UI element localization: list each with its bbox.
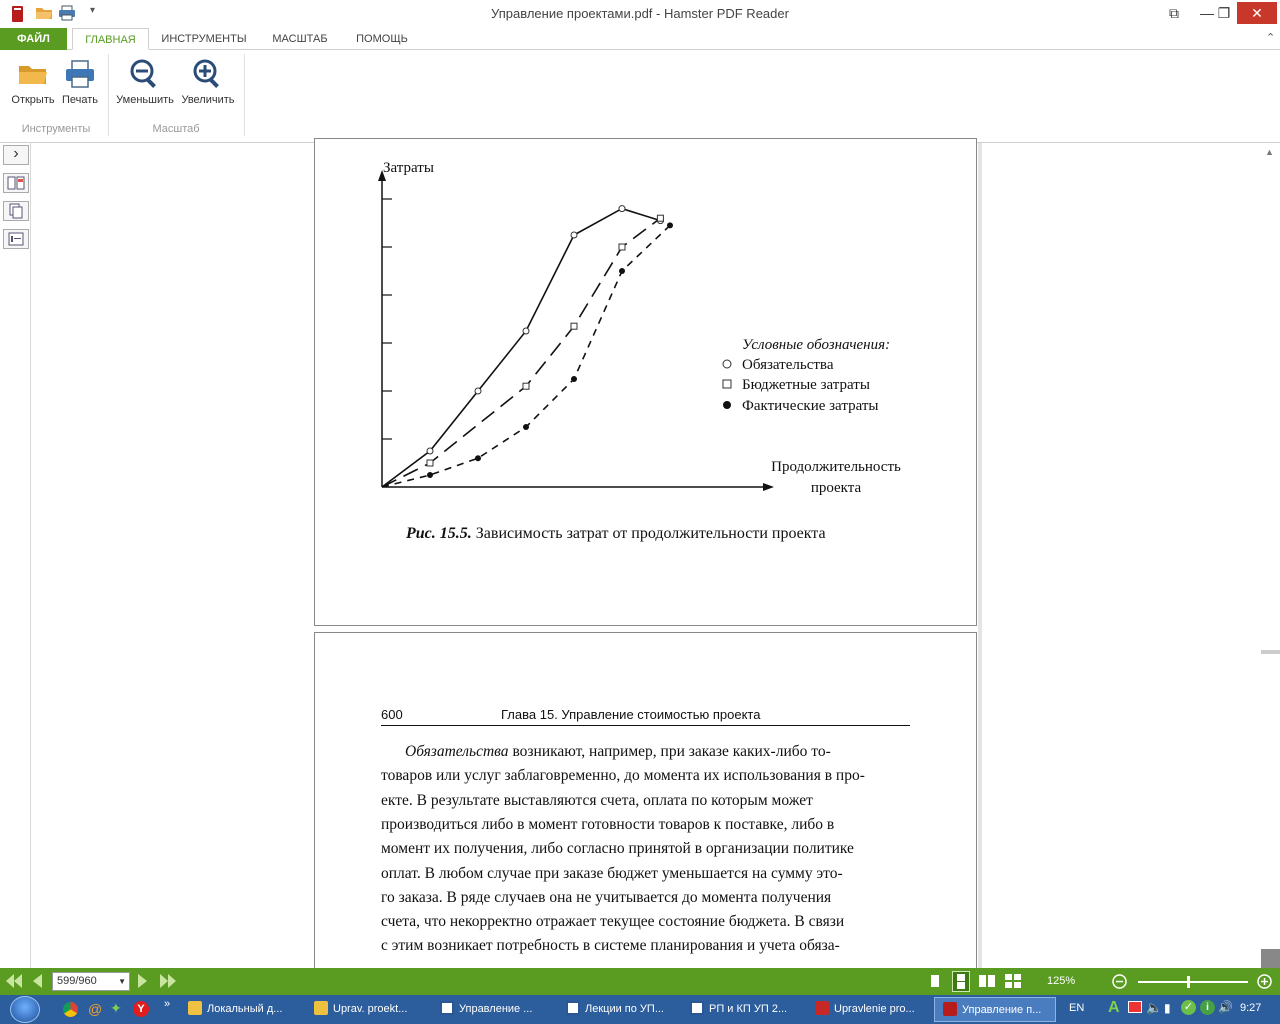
series-lines bbox=[382, 209, 670, 487]
data-point-open-square bbox=[523, 383, 529, 389]
zoom-level: 125% bbox=[1047, 975, 1076, 987]
data-point-open-square bbox=[427, 460, 433, 466]
taskbar-item-word-3[interactable] bbox=[690, 997, 808, 1022]
data-point-open-circle bbox=[475, 388, 481, 394]
zoom-plus-icon[interactable] bbox=[1257, 974, 1272, 992]
open-button[interactable] bbox=[6, 58, 60, 106]
word-icon bbox=[690, 1001, 704, 1015]
bookmarks-icon[interactable] bbox=[3, 229, 29, 249]
tray-check-icon[interactable]: ✓ bbox=[1181, 1000, 1196, 1015]
page-number-value: 599/960 bbox=[57, 975, 97, 987]
taskbar-overflow[interactable]: » bbox=[164, 998, 171, 1010]
maximize-button[interactable]: ❐ bbox=[1217, 5, 1231, 21]
utorrent-icon[interactable]: ✦ bbox=[110, 1000, 122, 1016]
zoom-in-label: Увеличить bbox=[181, 94, 235, 106]
data-point-open-circle bbox=[427, 448, 433, 454]
word-icon bbox=[566, 1001, 580, 1015]
tray-network-icon[interactable]: ▮ bbox=[1164, 1001, 1171, 1015]
data-point-filled-circle bbox=[619, 268, 625, 274]
series-line-1 bbox=[382, 218, 660, 487]
two-page-continuous-icon[interactable] bbox=[1004, 973, 1022, 992]
legend-marker-filled-circle bbox=[723, 401, 731, 409]
tab-home[interactable]: ГЛАВНАЯ bbox=[72, 28, 149, 50]
title-bar bbox=[0, 0, 1280, 28]
minimize-button[interactable]: — bbox=[1200, 5, 1214, 21]
pages-icon[interactable] bbox=[3, 201, 29, 221]
data-point-filled-circle bbox=[571, 376, 577, 382]
two-page-view-icon[interactable] bbox=[978, 974, 996, 991]
zoom-out-icon bbox=[129, 58, 161, 90]
taskbar-item-folder[interactable] bbox=[314, 997, 432, 1022]
word-icon bbox=[440, 1001, 454, 1015]
pdf-page-599 bbox=[314, 138, 977, 626]
paragraph-line-1 bbox=[381, 740, 910, 764]
taskbar-item-pdf-reader[interactable] bbox=[934, 997, 1056, 1022]
vertical-scrollbar[interactable] bbox=[1261, 143, 1280, 968]
data-point-open-square bbox=[657, 215, 663, 221]
mail-icon[interactable]: @ bbox=[88, 1001, 103, 1017]
x-axis-label-line2: проекта bbox=[810, 480, 862, 496]
expand-panel-button[interactable]: › bbox=[3, 145, 29, 165]
legend-entry-commitments: Обязательства bbox=[742, 357, 834, 373]
legend-entry-actual: Фактические затраты bbox=[742, 398, 879, 414]
tray-flag-icon[interactable] bbox=[1128, 1001, 1142, 1013]
print-button[interactable] bbox=[58, 58, 102, 106]
language-indicator[interactable]: EN bbox=[1069, 1002, 1085, 1014]
zoom-in-icon bbox=[192, 58, 224, 90]
next-page-icon[interactable] bbox=[136, 972, 150, 993]
paragraph-line: счета, что некорректно отражает текущее состояние бюджета. В связи bbox=[381, 913, 845, 930]
continuous-view-icon[interactable] bbox=[952, 971, 970, 992]
group-tools-label: Инструменты bbox=[21, 123, 91, 135]
document-viewer[interactable] bbox=[31, 143, 1261, 968]
taskbar-item-label: Uprav. proekt... bbox=[333, 1003, 408, 1015]
legend bbox=[723, 357, 878, 414]
data-point-filled-circle bbox=[427, 472, 433, 478]
zoom-out-label: Уменьшить bbox=[116, 94, 174, 106]
figure-caption-text: Зависимость затрат от продолжительности проекта bbox=[471, 525, 826, 542]
thumbnails-icon[interactable] bbox=[3, 173, 29, 193]
data-point-open-square bbox=[619, 244, 625, 250]
folder-icon bbox=[314, 1001, 328, 1015]
running-head-title: Глава 15. Управление стоимостью проекта bbox=[501, 707, 761, 722]
term-italic: Обязательства bbox=[405, 743, 509, 760]
data-point-filled-circle bbox=[667, 222, 673, 228]
group-separator bbox=[108, 54, 109, 136]
legend-marker-open-square bbox=[723, 380, 731, 388]
start-button[interactable] bbox=[10, 996, 40, 1023]
data-point-filled-circle bbox=[475, 455, 481, 461]
group-separator bbox=[244, 54, 245, 136]
pdf-icon bbox=[943, 1002, 957, 1016]
paragraph-line: производиться либо в момент готовности товаров к поставке, либо в bbox=[381, 816, 835, 833]
series-line-2 bbox=[382, 225, 670, 487]
folder-icon bbox=[188, 1001, 202, 1015]
tray-info-icon[interactable]: i bbox=[1200, 1000, 1215, 1015]
taskbar-item-word-1[interactable] bbox=[440, 997, 558, 1022]
zoom-out-button[interactable] bbox=[113, 58, 177, 106]
tray-app-icon[interactable]: A bbox=[1108, 999, 1120, 1016]
printer-icon bbox=[64, 58, 96, 90]
dropdown-icon[interactable]: ▾ bbox=[90, 5, 96, 16]
folder-icon bbox=[17, 58, 49, 90]
zoom-minus-icon[interactable] bbox=[1112, 974, 1127, 992]
data-point-filled-circle bbox=[523, 424, 529, 430]
x-axis-label-line1: Продолжительность bbox=[771, 459, 901, 475]
scroll-thumb[interactable] bbox=[1261, 650, 1280, 654]
taskbar-item-label: Локальный д... bbox=[207, 1003, 283, 1015]
zoom-slider[interactable] bbox=[1138, 981, 1248, 983]
paragraph-line: оплат. В любом случае при заказе бюджет уменьшается на сумму это- bbox=[381, 865, 843, 882]
legend-title: Условные обозначения: bbox=[742, 337, 891, 353]
tab-zoom[interactable]: МАСШТАБ bbox=[272, 33, 328, 45]
data-point-open-square bbox=[571, 323, 577, 329]
data-point-open-circle bbox=[523, 328, 529, 334]
page-number: 600 bbox=[381, 707, 403, 722]
paragraph-line: екте. В результате выставляются счета, оплата по которым может bbox=[381, 792, 813, 809]
taskbar bbox=[0, 995, 1280, 1024]
figure-caption-number: Рис. 15.5. bbox=[406, 525, 472, 542]
paragraph-line: товаров или услуг заблаговременно, до момента их использования в про- bbox=[381, 767, 865, 784]
taskbar-item-label: РП и КП УП 2... bbox=[709, 1003, 788, 1015]
side-panel-strip bbox=[0, 143, 31, 968]
series-markers bbox=[427, 206, 673, 478]
restore-icon[interactable]: ⧉ bbox=[1169, 5, 1179, 21]
group-zoom-label: Масштаб bbox=[152, 123, 200, 135]
pdf-page-600 bbox=[314, 632, 977, 972]
close-button[interactable]: ✕ bbox=[1237, 2, 1277, 24]
taskbar-item-label: Управление ... bbox=[459, 1003, 533, 1015]
collapse-ribbon-icon[interactable]: ⌃ bbox=[1266, 32, 1276, 44]
prev-page-icon[interactable] bbox=[30, 972, 44, 993]
cost-chart bbox=[315, 139, 977, 626]
paragraph-line: момент их получения, либо согласно принятой в организации политике bbox=[381, 840, 854, 857]
tab-file[interactable]: ФАЙЛ bbox=[0, 28, 67, 50]
y-axis-label: Затраты bbox=[383, 160, 434, 176]
zoom-slider-thumb[interactable] bbox=[1187, 976, 1190, 988]
page-dropdown-icon[interactable]: ▼ bbox=[118, 977, 126, 986]
status-bar bbox=[0, 968, 1280, 995]
taskbar-item-label: Управление п... bbox=[962, 1004, 1042, 1016]
last-page-icon[interactable] bbox=[159, 972, 177, 993]
running-header bbox=[381, 706, 910, 726]
taskbar-item-word-2[interactable] bbox=[566, 997, 684, 1022]
tray-speaker-icon[interactable]: 🔈 bbox=[1146, 1000, 1163, 1015]
first-page-icon[interactable] bbox=[5, 972, 23, 993]
scroll-corner bbox=[1261, 949, 1280, 968]
yandex-browser-icon[interactable]: Y bbox=[133, 1001, 149, 1017]
print-label: Печать bbox=[61, 94, 99, 106]
zoom-in-button[interactable] bbox=[178, 58, 238, 106]
data-point-open-circle bbox=[619, 206, 625, 212]
scroll-up-icon[interactable]: ▲ bbox=[1265, 147, 1274, 157]
paragraph-line: с этим возникает потребность в системе планирования и учета обяза- bbox=[381, 937, 840, 954]
open-label: Открыть bbox=[11, 94, 55, 106]
y-ticks bbox=[382, 199, 392, 439]
ribbon-tabs bbox=[0, 28, 1280, 50]
data-point-open-circle bbox=[571, 232, 577, 238]
figure-caption bbox=[405, 525, 826, 542]
tab-help[interactable]: ПОМОЩЬ bbox=[356, 33, 408, 45]
browser-icon bbox=[815, 1001, 829, 1015]
paragraph-line-1-rest: возникают, например, при заказе каких-либо то- bbox=[508, 743, 831, 760]
legend-entry-budget: Бюджетные затраты bbox=[742, 377, 870, 393]
paragraph-line: го заказа. В ряде случаев она не учитывается до момента получения bbox=[381, 889, 832, 906]
single-page-view-icon[interactable] bbox=[930, 974, 940, 991]
taskbar-item-label: Лекции по УП... bbox=[585, 1003, 664, 1015]
taskbar-item-browser[interactable] bbox=[815, 997, 927, 1022]
x-axis-arrow bbox=[763, 483, 774, 491]
clock: 9:27 bbox=[1240, 1002, 1262, 1014]
page-shadow bbox=[978, 143, 982, 968]
chrome-icon[interactable] bbox=[63, 1002, 78, 1017]
page-number-field[interactable] bbox=[52, 972, 130, 991]
tab-tools[interactable]: ИНСТРУМЕНТЫ bbox=[161, 33, 247, 45]
window-title: Управление проектами.pdf - Hamster PDF Reader bbox=[491, 6, 789, 21]
taskbar-item-explorer[interactable] bbox=[188, 997, 306, 1022]
ribbon-panel bbox=[0, 50, 1280, 143]
tray-volume-icon[interactable]: 🔊 bbox=[1218, 1000, 1233, 1014]
legend-marker-open-circle bbox=[723, 360, 731, 368]
taskbar-item-label: Upravlenie pro... bbox=[834, 1003, 915, 1015]
